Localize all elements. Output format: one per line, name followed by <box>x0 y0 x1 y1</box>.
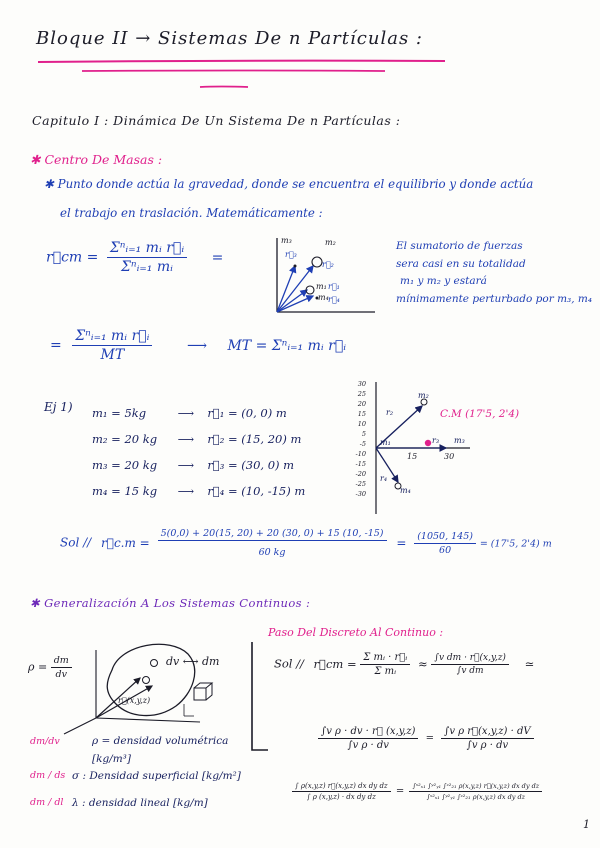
vector-diagram-masses <box>255 232 385 322</box>
approx-sign-2: ≃ <box>524 656 535 671</box>
fig1-label-m2: m₂ <box>325 238 336 247</box>
graph-label-r4: r₄ <box>380 474 388 483</box>
density-right-numerator: ∫v ρ r⃗(x,y,z) · dV <box>441 726 533 739</box>
graph-label-r3: r₃ <box>432 436 440 445</box>
triple-integral-equation <box>292 782 542 801</box>
rho-description: ρ = densidad volumétrica [kg/m³] <box>92 735 229 765</box>
section-separator <box>240 640 270 760</box>
note-sumatorio <box>396 238 592 308</box>
graph-x-tick-30: 30 <box>444 452 455 461</box>
eq2-arrow: ⟶ <box>186 337 208 354</box>
total-mass-equation <box>50 328 346 363</box>
fig1-label-m3: m₃ <box>281 236 292 245</box>
sol-eq: = <box>396 535 407 550</box>
fig1-label-r4: r⃗₄ <box>328 295 340 304</box>
density-fraction-left <box>318 726 418 751</box>
sol-denominator: 60 kg <box>258 547 286 558</box>
sigma-description: σ : Densidad superficial [kg/m²] <box>72 770 241 782</box>
approx-sign: ≈ <box>417 656 428 671</box>
eq2-denominator: MT <box>100 347 125 363</box>
integral-fraction <box>431 653 509 676</box>
lambda-tag: dm / dl <box>30 797 64 808</box>
triple-right-denominator: ∫ˣ²ₓ₁ ∫ʸ²ᵧ₁ ∫ᶻ²₂₁ ρ(x,y,z) dx dy dz <box>426 793 526 801</box>
example-label: Ej 1) <box>44 400 73 414</box>
example-row: m₁ = 5kg ⟶ r⃗₁ = (0, 0) m <box>92 406 287 420</box>
fig1-label-m4: m₄ <box>318 293 329 302</box>
dv-dm-label: dv ⟷ dm <box>166 655 220 668</box>
r-xyz-label: r⃗(x,y,z) <box>118 696 151 705</box>
discrete-denominator: Σ mᵢ <box>374 666 397 677</box>
discrete-numerator: Σ mᵢ · r⃗ᵢ <box>360 652 410 665</box>
sol-numerator: 5(0,0) + 20(15, 20) + 20 (30, 0) + 15 (10, -15) <box>158 528 387 541</box>
graph-label-m1: m₁ <box>380 438 391 447</box>
sigma-tag: dm / ds <box>30 770 66 781</box>
graph-x-tick-15: 15 <box>407 452 418 461</box>
sol-result-numerator: (1050, 145) <box>414 531 476 544</box>
fig1-label-r2: r⃗₂ <box>322 260 334 269</box>
integral-denominator: ∫v dm <box>456 666 484 676</box>
rho-prefix: ρ = <box>28 660 48 674</box>
centro-masas-heading: ✱ Centro De Masas : <box>30 152 163 167</box>
eq2-lhs: = <box>50 337 62 354</box>
graph-y-ticks: 30 25 20 15 10 5 -5 -10 -15 -20 -25 -30 <box>355 380 366 498</box>
fig1-label-m1: m₁ <box>316 282 327 291</box>
triple-right-numerator: ∫ˣ²ₓ₁ ∫ʸ²ᵧ₁ ∫ᶻ²₂₁ ρ(x,y,z) r⃗(x,y,z) dx dy dz <box>409 782 542 792</box>
discrete-fraction <box>360 652 410 677</box>
rho-definition <box>28 655 72 680</box>
graph-label-m3: m₃ <box>454 436 465 445</box>
triple-fraction-left <box>292 782 391 801</box>
centro-masas-description-2: el trabajo en traslación. Matemáticamente : <box>60 206 323 220</box>
fig1-label-r1: r⃗₁ <box>328 282 340 291</box>
dm-dv-tag: dm/dv <box>30 736 60 747</box>
density-left-denominator: ∫v ρ · dv <box>347 740 389 751</box>
continuous-rcm-equation <box>274 652 534 677</box>
graph-cm-label: C.M (17'5, 2'4) <box>440 408 520 420</box>
integral-numerator: ∫v dm · r⃗(x,y,z) <box>431 653 509 665</box>
note-line-3: m₁ y m₂ y estará <box>400 275 487 287</box>
eq2-rhs: MT = Σⁿᵢ₌₁ mᵢ r⃗ᵢ <box>227 337 347 354</box>
triple-left-denominator: ∫ ρ (x,y,z) · dx dy dz <box>306 793 376 801</box>
example-row: m₃ = 20 kg ⟶ r⃗₃ = (30, 0) m <box>92 458 295 472</box>
rho-fraction <box>51 655 72 680</box>
rho-numerator: dm <box>51 655 72 668</box>
triple-fraction-right <box>409 782 542 801</box>
density-right-denominator: ∫v ρ · dv <box>466 740 509 751</box>
graph-label-m2: m₂ <box>418 391 429 400</box>
example-row: m₂ = 20 kg ⟶ r⃗₂ = (15, 20) m <box>92 432 302 446</box>
note-line-2: sera casi en su totalidad <box>396 257 526 270</box>
rcm-fraction <box>107 240 187 275</box>
rcm-numerator: Σⁿᵢ₌₁ mᵢ r⃗ᵢ <box>107 240 187 258</box>
chapter-heading: Capitulo I : Dinámica De Un Sistema De n Partículas : <box>32 113 401 128</box>
sol-lhs: r⃗c.m = <box>101 535 150 550</box>
rcm-denominator: Σⁿᵢ₌₁ mᵢ <box>121 259 173 275</box>
note-line-1: El sumatorio de fuerzas <box>396 240 523 252</box>
sol-result: = (17'5, 2'4) m <box>479 538 552 550</box>
example-row: m₄ = 15 kg ⟶ r⃗₄ = (10, -15) m <box>92 484 306 498</box>
triple-eq: = <box>395 785 405 797</box>
example-rows <box>92 400 305 504</box>
note-line-4: mínimamente perturbado por m₃, m₄ <box>396 292 593 305</box>
graph-label-r2: r₂ <box>386 408 394 417</box>
example-graph <box>350 378 550 518</box>
sol-fraction <box>158 528 387 558</box>
paso-sol-label: Sol // <box>274 656 304 671</box>
sol-result-denominator: 60 <box>439 544 452 556</box>
density-eq: = <box>425 733 434 744</box>
eq2-numerator: Σⁿᵢ₌₁ mᵢ r⃗ᵢ <box>72 328 152 346</box>
continuous-body-diagram <box>60 630 250 740</box>
title-underline <box>0 0 600 110</box>
fig1-label-r3: r⃗₃ <box>285 250 297 259</box>
sol-result-fraction <box>414 531 476 556</box>
centro-masas-description-1: ✱ Punto donde actúa la gravedad, donde se encuentra el equilibrio y donde actúa <box>44 177 534 191</box>
triple-left-numerator: ∫ ρ(x,y,z) r⃗(x,y,z) dx dy dz <box>292 782 391 792</box>
density-fraction-right <box>441 726 533 751</box>
page-number: 1 <box>583 818 590 831</box>
page-title: Bloque II → Sistemas De n Partículas : <box>36 28 423 49</box>
rho-denominator: dv <box>55 669 67 680</box>
graph-label-m4: m₄ <box>400 486 411 495</box>
eq2-fraction <box>72 328 152 363</box>
density-integral-equation <box>318 726 534 751</box>
sol-label: Sol // <box>60 535 92 550</box>
lambda-description: λ : densidad lineal [kg/m] <box>72 797 208 809</box>
rcm-lhs: r⃗cm = <box>46 249 99 266</box>
paso-heading: Paso Del Discreto Al Continuo : <box>268 626 444 639</box>
paso-rcm: r⃗cm = <box>313 656 357 671</box>
rcm-equation: r⃗cm = $\frac{\text{Σⁿᵢ₌₁ mᵢ r⃗ᵢ}}{\text{Σⁿᵢ₌₁ mᵢ}}$ = <box>46 240 224 275</box>
example-solution <box>60 528 552 558</box>
density-left-numerator: ∫v ρ · dv · r⃗ (x,y,z) <box>318 726 418 739</box>
continuos-heading: ✱ Generalización A Los Sistemas Continuos : <box>30 596 311 610</box>
